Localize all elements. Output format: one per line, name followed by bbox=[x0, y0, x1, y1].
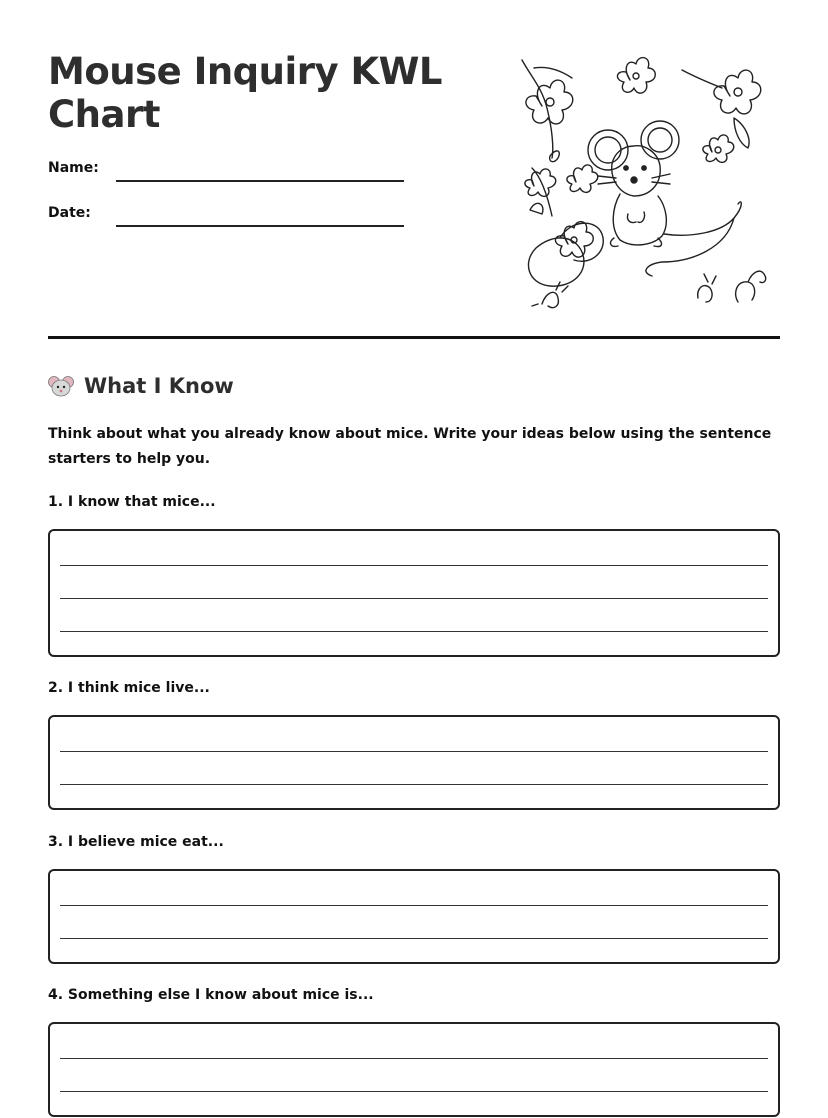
section-intro: Think about what you already know about mice. Write your ideas below using the sentence starters to help you. bbox=[48, 426, 772, 467]
question-4-label: 4. Something else I know about mice is... bbox=[48, 987, 374, 1003]
question-1-answer-box[interactable] bbox=[48, 529, 780, 657]
mouse-with-flowers-illustration bbox=[512, 48, 778, 314]
write-line bbox=[60, 905, 768, 906]
write-line bbox=[60, 751, 768, 752]
write-line bbox=[60, 1091, 768, 1092]
page-title: Mouse Inquiry KWL Chart bbox=[48, 50, 443, 136]
name-field[interactable] bbox=[48, 160, 408, 184]
question-2-answer-box[interactable] bbox=[48, 715, 780, 810]
write-line bbox=[60, 784, 768, 785]
question-3-answer-box[interactable] bbox=[48, 869, 780, 964]
date-label: Date: bbox=[48, 205, 91, 221]
mouse-face-icon bbox=[48, 375, 74, 397]
date-write-line[interactable] bbox=[116, 225, 404, 227]
section-heading-text: What I Know bbox=[84, 374, 234, 398]
question-2-label: 2. I think mice live... bbox=[48, 680, 210, 696]
header-divider bbox=[48, 336, 780, 339]
write-line bbox=[60, 565, 768, 566]
name-label: Name: bbox=[48, 160, 99, 176]
write-line bbox=[60, 631, 768, 632]
question-1-label: 1. I know that mice... bbox=[48, 494, 216, 510]
write-line bbox=[60, 938, 768, 939]
write-line bbox=[60, 598, 768, 599]
question-4-answer-box[interactable] bbox=[48, 1022, 780, 1117]
question-3-label: 3. I believe mice eat... bbox=[48, 834, 224, 850]
section-heading bbox=[48, 374, 234, 398]
date-field[interactable] bbox=[48, 205, 408, 229]
write-line bbox=[60, 1058, 768, 1059]
name-write-line[interactable] bbox=[116, 180, 404, 182]
